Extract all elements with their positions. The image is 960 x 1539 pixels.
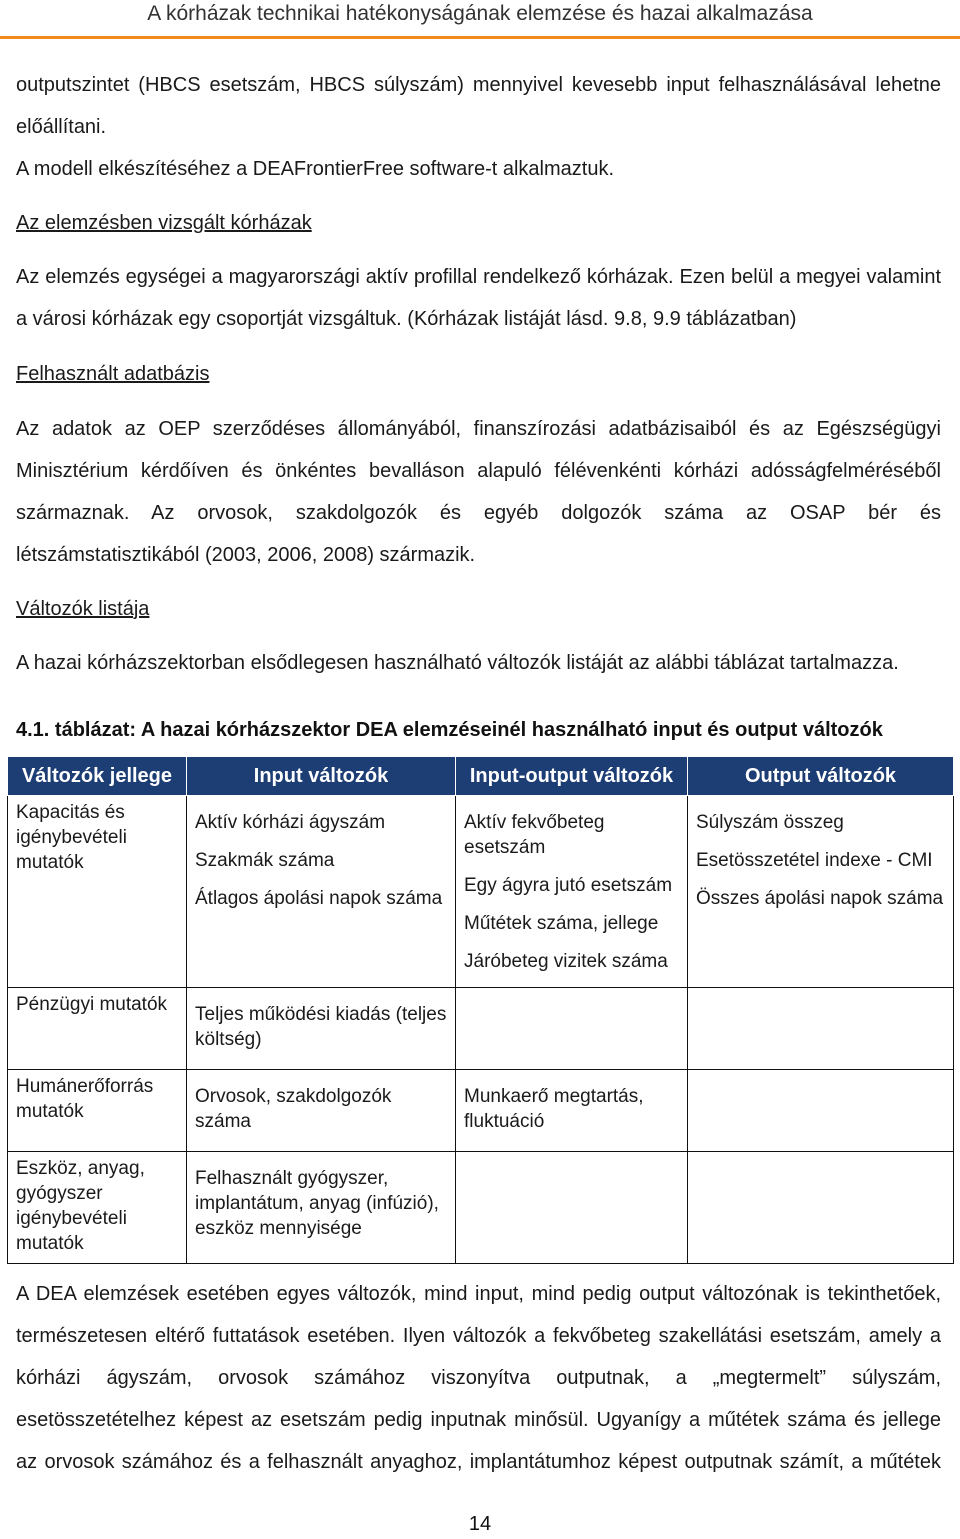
- hospitals-line-1: Az elemzés egységei a magyarországi aktív profillal rendelkező kórházak. Ezen belül a megyei valamint: [16, 266, 941, 288]
- cell-output-financial: [688, 988, 954, 1070]
- variables-intro-line: A hazai kórházszektorban elsődlegesen használható változók listáját az alábbi táblázat tartalmazza.: [16, 652, 899, 674]
- closing-line-3: kórházi ágyszám, orvosok számához viszonyítva outputnak, a „megtermelt” súlyszám,: [16, 1367, 941, 1389]
- row-category-human-resources: Humánerőforrás mutatók: [8, 1070, 187, 1152]
- closing-line-4: esetösszetételhez képest az esetszám pedig inputnak minősül. Ugyanígy a műtétek száma és jellege: [16, 1409, 941, 1431]
- table-header-row: [8, 757, 954, 796]
- table-row: [8, 988, 954, 1070]
- list-item: Aktív kórházi ágyszám: [195, 812, 386, 833]
- closing-line-2: természetesen eltérő futtatások esetében. Ilyen változók a fekvőbeteg szakellátási esetszám, amely a: [16, 1325, 941, 1347]
- list-item: Járóbeteg vizitek száma: [464, 951, 668, 972]
- cell-output-capacity: [688, 796, 954, 988]
- database-line-1: Az adatok az OEP szerződéses állományából, finanszírozási adatbázisaiból és az Egészségügyi: [16, 418, 941, 440]
- list-item: Műtétek száma, jellege: [464, 913, 659, 934]
- row-category-capacity: Kapacitás és igénybevételi mutatók: [8, 796, 187, 988]
- list-item: Felhasznált gyógyszer, implantátum, anyag (infúzió), eszköz mennyisége: [195, 1168, 439, 1239]
- page-number: 14: [468, 1513, 492, 1535]
- cell-input-equipment: [187, 1152, 456, 1264]
- database-line-3: származnak. Az orvosok, szakdolgozók és egyéb dolgozók száma az OSAP bér és: [16, 502, 941, 524]
- intro-line-2: előállítani.: [16, 116, 107, 138]
- closing-line-1: A DEA elemzések esetében egyes változók, mind input, mind pedig output változónak is tekinthetőek,: [16, 1283, 941, 1305]
- list-item: Munkaerő megtartás, fluktuáció: [464, 1086, 644, 1132]
- column-header-input-output: Input-output változók: [456, 757, 688, 796]
- heading-database: Felhasznált adatbázis: [16, 363, 210, 385]
- cell-output-human-resources: [688, 1070, 954, 1152]
- cell-input-output-human-resources: [456, 1070, 688, 1152]
- list-item: Egy ágyra jutó esetszám: [464, 875, 673, 896]
- list-item: Összes ápolási napok száma: [696, 888, 944, 909]
- table-row: [8, 796, 954, 988]
- column-header-variable-type: Változók jellege: [8, 757, 187, 796]
- table-row: [8, 1070, 954, 1152]
- closing-line-5: az orvosok számához és a felhasznált anyaghoz, implantátumhoz képest outputnak számít, a műtétek: [16, 1451, 941, 1473]
- cell-output-equipment: [688, 1152, 954, 1264]
- list-item: Teljes működési kiadás (teljes költség): [195, 1004, 447, 1050]
- list-item: Súlyszám összeg: [696, 812, 844, 833]
- list-item: Átlagos ápolási napok száma: [195, 888, 443, 909]
- table-row: [8, 1152, 954, 1264]
- list-item: Esetösszetétel indexe - CMI: [696, 850, 933, 871]
- heading-hospitals: Az elemzésben vizsgált kórházak: [16, 212, 312, 234]
- intro-software-paragraph: A modell elkészítéséhez a DEAFrontierFree software-t alkalmaztuk.: [16, 158, 615, 180]
- list-item: Orvosok, szakdolgozók száma: [195, 1086, 392, 1132]
- hospitals-line-2: a városi kórházak egy csoportját vizsgáltuk. (Kórházak listáját lásd. 9.8, 9.9 táblázatban): [16, 308, 797, 330]
- cell-input-output-equipment: [456, 1152, 688, 1264]
- column-header-output: Output változók: [688, 757, 954, 796]
- column-header-input: Input változók: [187, 757, 456, 796]
- row-category-financial: Pénzügyi mutatók: [8, 988, 187, 1070]
- cell-input-output-financial: [456, 988, 688, 1070]
- cell-input-human-resources: [187, 1070, 456, 1152]
- database-line-2: Minisztérium kérdőíven és önkéntes bevalláson alapuló félévenkénti kórházi adósságfelméréséből: [16, 460, 941, 482]
- table-caption: 4.1. táblázat: A hazai kórházszektor DEA elemzéseinél használható input és output változók: [16, 719, 883, 741]
- cell-input-output-capacity: [456, 796, 688, 988]
- cell-input-capacity: [187, 796, 456, 988]
- cell-input-financial: [187, 988, 456, 1070]
- list-item: Szakmák száma: [195, 850, 335, 871]
- database-line-4: létszámstatisztikából (2003, 2006, 2008) származik.: [16, 544, 476, 566]
- running-header: A kórházak technikai hatékonyságának elemzése és hazai alkalmazása: [147, 2, 813, 25]
- variables-table: [7, 756, 954, 1264]
- header-rule: [0, 36, 960, 39]
- row-category-equipment: Eszköz, anyag, gyógyszer igénybevételi mutatók: [8, 1152, 187, 1264]
- intro-line-1: outputszintet (HBCS esetszám, HBCS súlyszám) mennyivel kevesebb input felhasználásával lehetne: [16, 74, 941, 96]
- list-item: Aktív fekvőbeteg esetszám: [464, 812, 605, 858]
- heading-variables: Változók listája: [16, 598, 150, 620]
